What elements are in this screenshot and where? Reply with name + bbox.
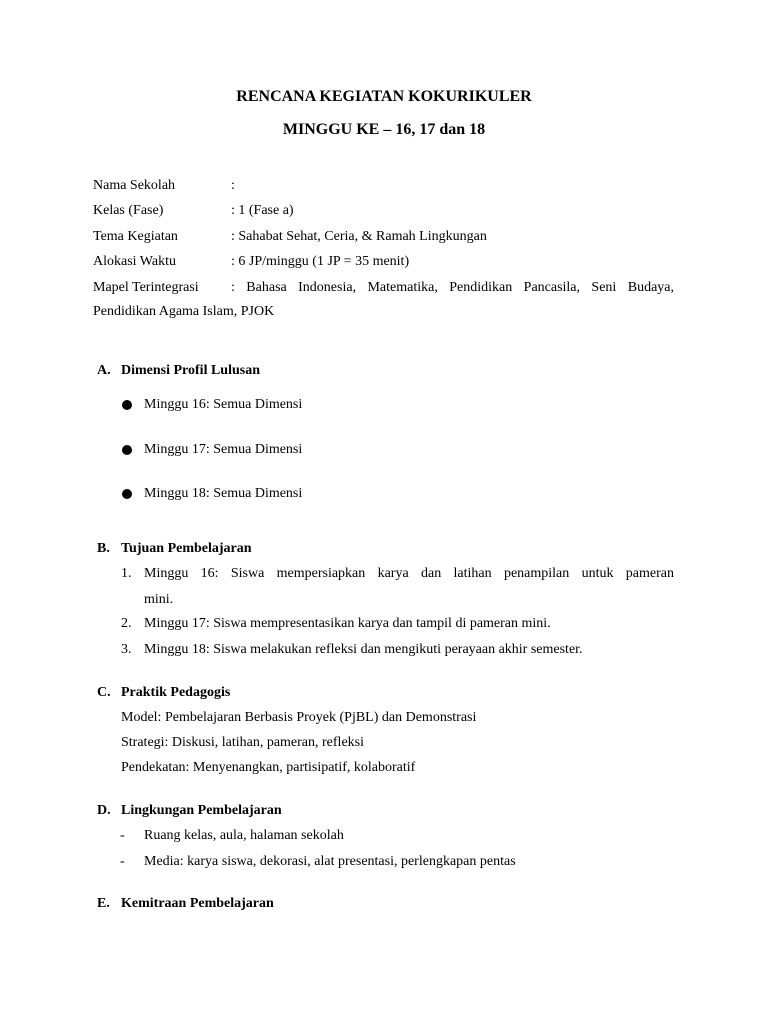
school-label: Nama Sekolah [93,178,176,193]
pedagogy-model: Model: Pembelajaran Berbasis Proyek (PjBL) dan Demonstrasi [121,710,477,725]
document-title: RENCANA KEGIATAN KOKURIKULER [236,88,532,105]
school-value: : [231,178,235,193]
subjects-label: Mapel Terintegrasi [93,280,199,295]
section-c-title: Praktik Pedagogis [121,685,231,700]
subjects-value-line2: Pendidikan Agama Islam, PJOK [93,304,275,319]
list-item: Minggu 16: Siswa mempersiapkan karya dan latihan penampilan untuk pameran [144,566,674,581]
section-a-letter: A. [97,363,111,378]
bullet-icon [122,445,132,455]
dash-bullet: - [120,854,125,869]
section-b-title: Tujuan Pembelajaran [121,541,252,556]
list-item: Minggu 16: Semua Dimensi [144,397,303,412]
section-d-title: Lingkungan Pembelajaran [121,803,282,818]
list-item: Ruang kelas, aula, halaman sekolah [144,828,344,843]
list-number: 2. [121,616,132,631]
class-value: : 1 (Fase a) [231,203,294,218]
list-number: 1. [121,566,132,581]
bullet-icon [122,400,132,410]
list-number: 3. [121,642,132,657]
section-a-title: Dimensi Profil Lulusan [121,363,260,378]
time-label: Alokasi Waktu [93,254,176,269]
pedagogy-strategy: Strategi: Diskusi, latihan, pameran, refleksi [121,735,364,750]
bullet-icon [122,489,132,499]
section-e-letter: E. [97,896,110,911]
theme-value: : Sahabat Sehat, Ceria, & Ramah Lingkungan [231,229,487,244]
list-item: Minggu 18: Semua Dimensi [144,486,303,501]
pedagogy-approach: Pendekatan: Menyenangkan, partisipatif, kolaboratif [121,760,416,775]
subjects-value-line1: : Bahasa Indonesia, Matematika, Pendidikan Pancasila, Seni Budaya, [231,280,674,295]
theme-label: Tema Kegiatan [93,229,178,244]
section-c-letter: C. [97,685,111,700]
list-item-continuation: mini. [144,592,174,607]
section-e-title: Kemitraan Pembelajaran [121,896,274,911]
time-value: : 6 JP/minggu (1 JP = 35 menit) [231,254,410,269]
section-d-letter: D. [97,803,111,818]
document-subtitle: MINGGU KE – 16, 17 dan 18 [282,121,486,138]
dash-bullet: - [120,828,125,843]
list-item: Media: karya siswa, dekorasi, alat presentasi, perlengkapan pentas [144,854,516,869]
class-label: Kelas (Fase) [93,203,164,218]
section-b-letter: B. [97,541,110,556]
list-item: Minggu 17: Semua Dimensi [144,442,303,457]
list-item: Minggu 17: Siswa mempresentasikan karya dan tampil di pameran mini. [144,616,551,631]
list-item: Minggu 18: Siswa melakukan refleksi dan mengikuti perayaan akhir semester. [144,642,583,657]
